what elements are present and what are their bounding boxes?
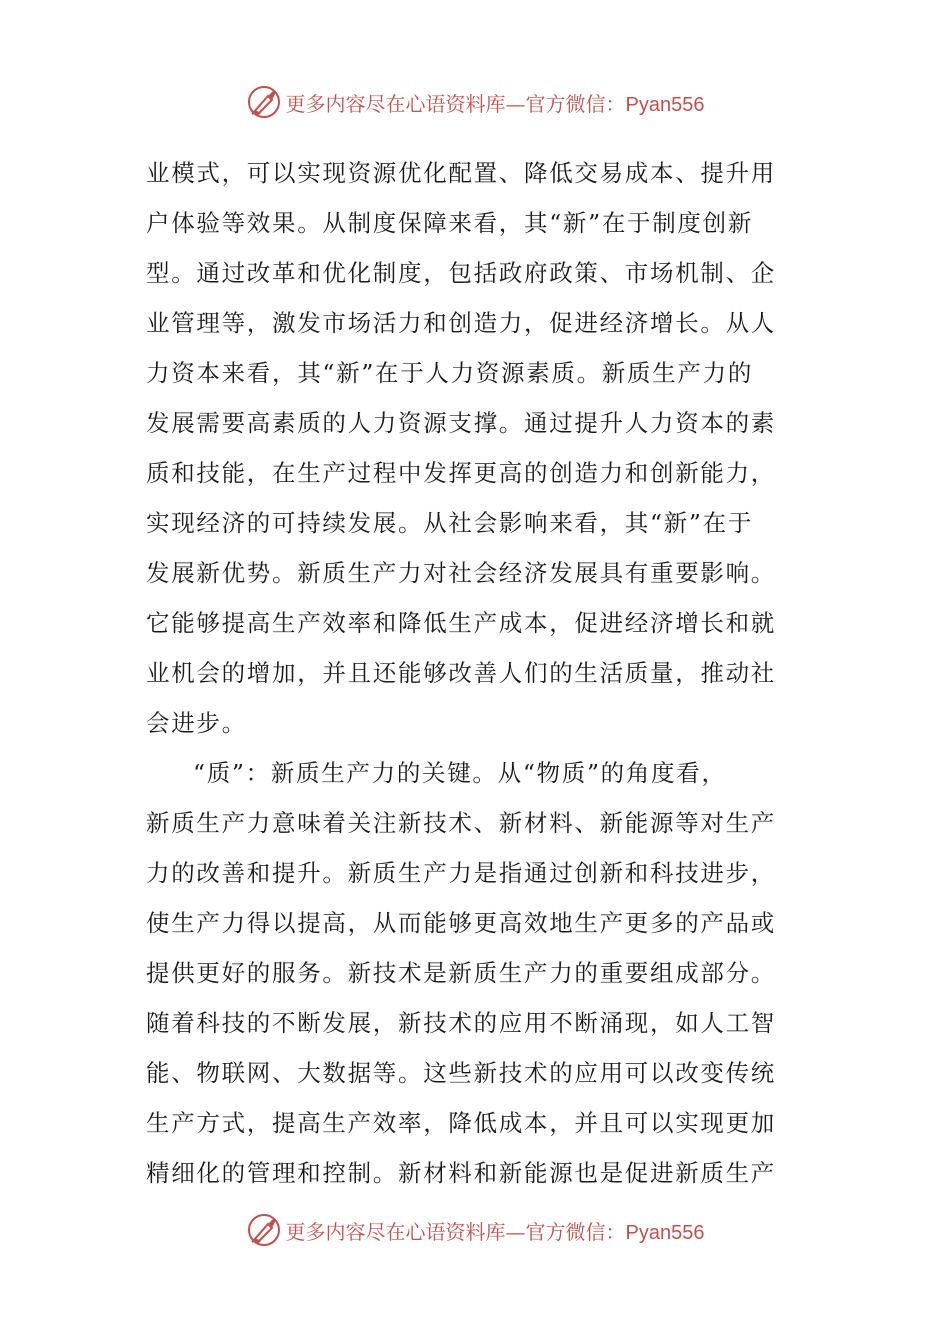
body-line: 生产方式，提高生产效率，降低成本，并且可以实现更加 bbox=[146, 1109, 776, 1137]
body-line: 质和技能，在生产过程中发挥更高的创造力和创新能力， bbox=[146, 459, 776, 487]
body-line: 新质生产力意味着关注新技术、新材料、新能源等对生产 bbox=[146, 809, 776, 837]
header-banner bbox=[0, 80, 950, 124]
wechat-id: Pyan556 bbox=[625, 93, 705, 116]
footer-banner bbox=[0, 1208, 950, 1252]
pen-nib-logo-icon bbox=[246, 84, 282, 120]
body-line: 发展需要高素质的人力资源支撑。通过提升人力资本的素 bbox=[146, 409, 776, 437]
body-line: 力资本来看，其“新”在于人力资源素质。新质生产力的 bbox=[146, 359, 754, 387]
paragraph-start-line: “质”：新质生产力的关键。从“物质”的角度看， bbox=[193, 759, 727, 787]
document-body bbox=[146, 148, 810, 1198]
body-line: 精细化的管理和控制。新材料和新能源也是促进新质生产 bbox=[146, 1159, 776, 1187]
body-line: 业管理等，激发市场活力和创造力，促进经济增长。从人 bbox=[146, 309, 776, 337]
body-line: 能、物联网、大数据等。这些新技术的应用可以改变传统 bbox=[146, 1059, 776, 1087]
body-line: 随着科技的不断发展，新技术的应用不断涌现，如人工智 bbox=[146, 1009, 776, 1037]
body-line: 会进步。 bbox=[146, 709, 247, 737]
body-line: 业模式，可以实现资源优化配置、降低交易成本、提升用 bbox=[146, 159, 776, 187]
body-line: 型。通过改革和优化制度，包括政府政策、市场机制、企 bbox=[146, 259, 776, 287]
body-line: 提供更好的服务。新技术是新质生产力的重要组成部分。 bbox=[146, 959, 776, 987]
body-line: 业机会的增加，并且还能够改善人们的生活质量，推动社 bbox=[146, 659, 776, 687]
body-line: 发展新优势。新质生产力对社会经济发展具有重要影响。 bbox=[146, 559, 776, 587]
wechat-id: Pyan556 bbox=[625, 1221, 705, 1244]
pen-nib-logo-icon bbox=[246, 1212, 282, 1248]
body-line: 力的改善和提升。新质生产力是指通过创新和科技进步， bbox=[146, 859, 776, 887]
footer-banner-text: 更多内容尽在心语资料库—官方微信：Pyan556 bbox=[285, 1219, 705, 1244]
body-line: 实现经济的可持续发展。从社会影响来看，其“新”在于 bbox=[146, 509, 754, 537]
header-banner-text: 更多内容尽在心语资料库—官方微信：Pyan556 bbox=[285, 91, 705, 116]
body-line: 户体验等效果。从制度保障来看，其“新”在于制度创新 bbox=[146, 209, 754, 237]
body-line: 使生产力得以提高，从而能够更高效地生产更多的产品或 bbox=[146, 909, 776, 937]
body-line: 它能够提高生产效率和降低生产成本，促进经济增长和就 bbox=[146, 609, 776, 637]
